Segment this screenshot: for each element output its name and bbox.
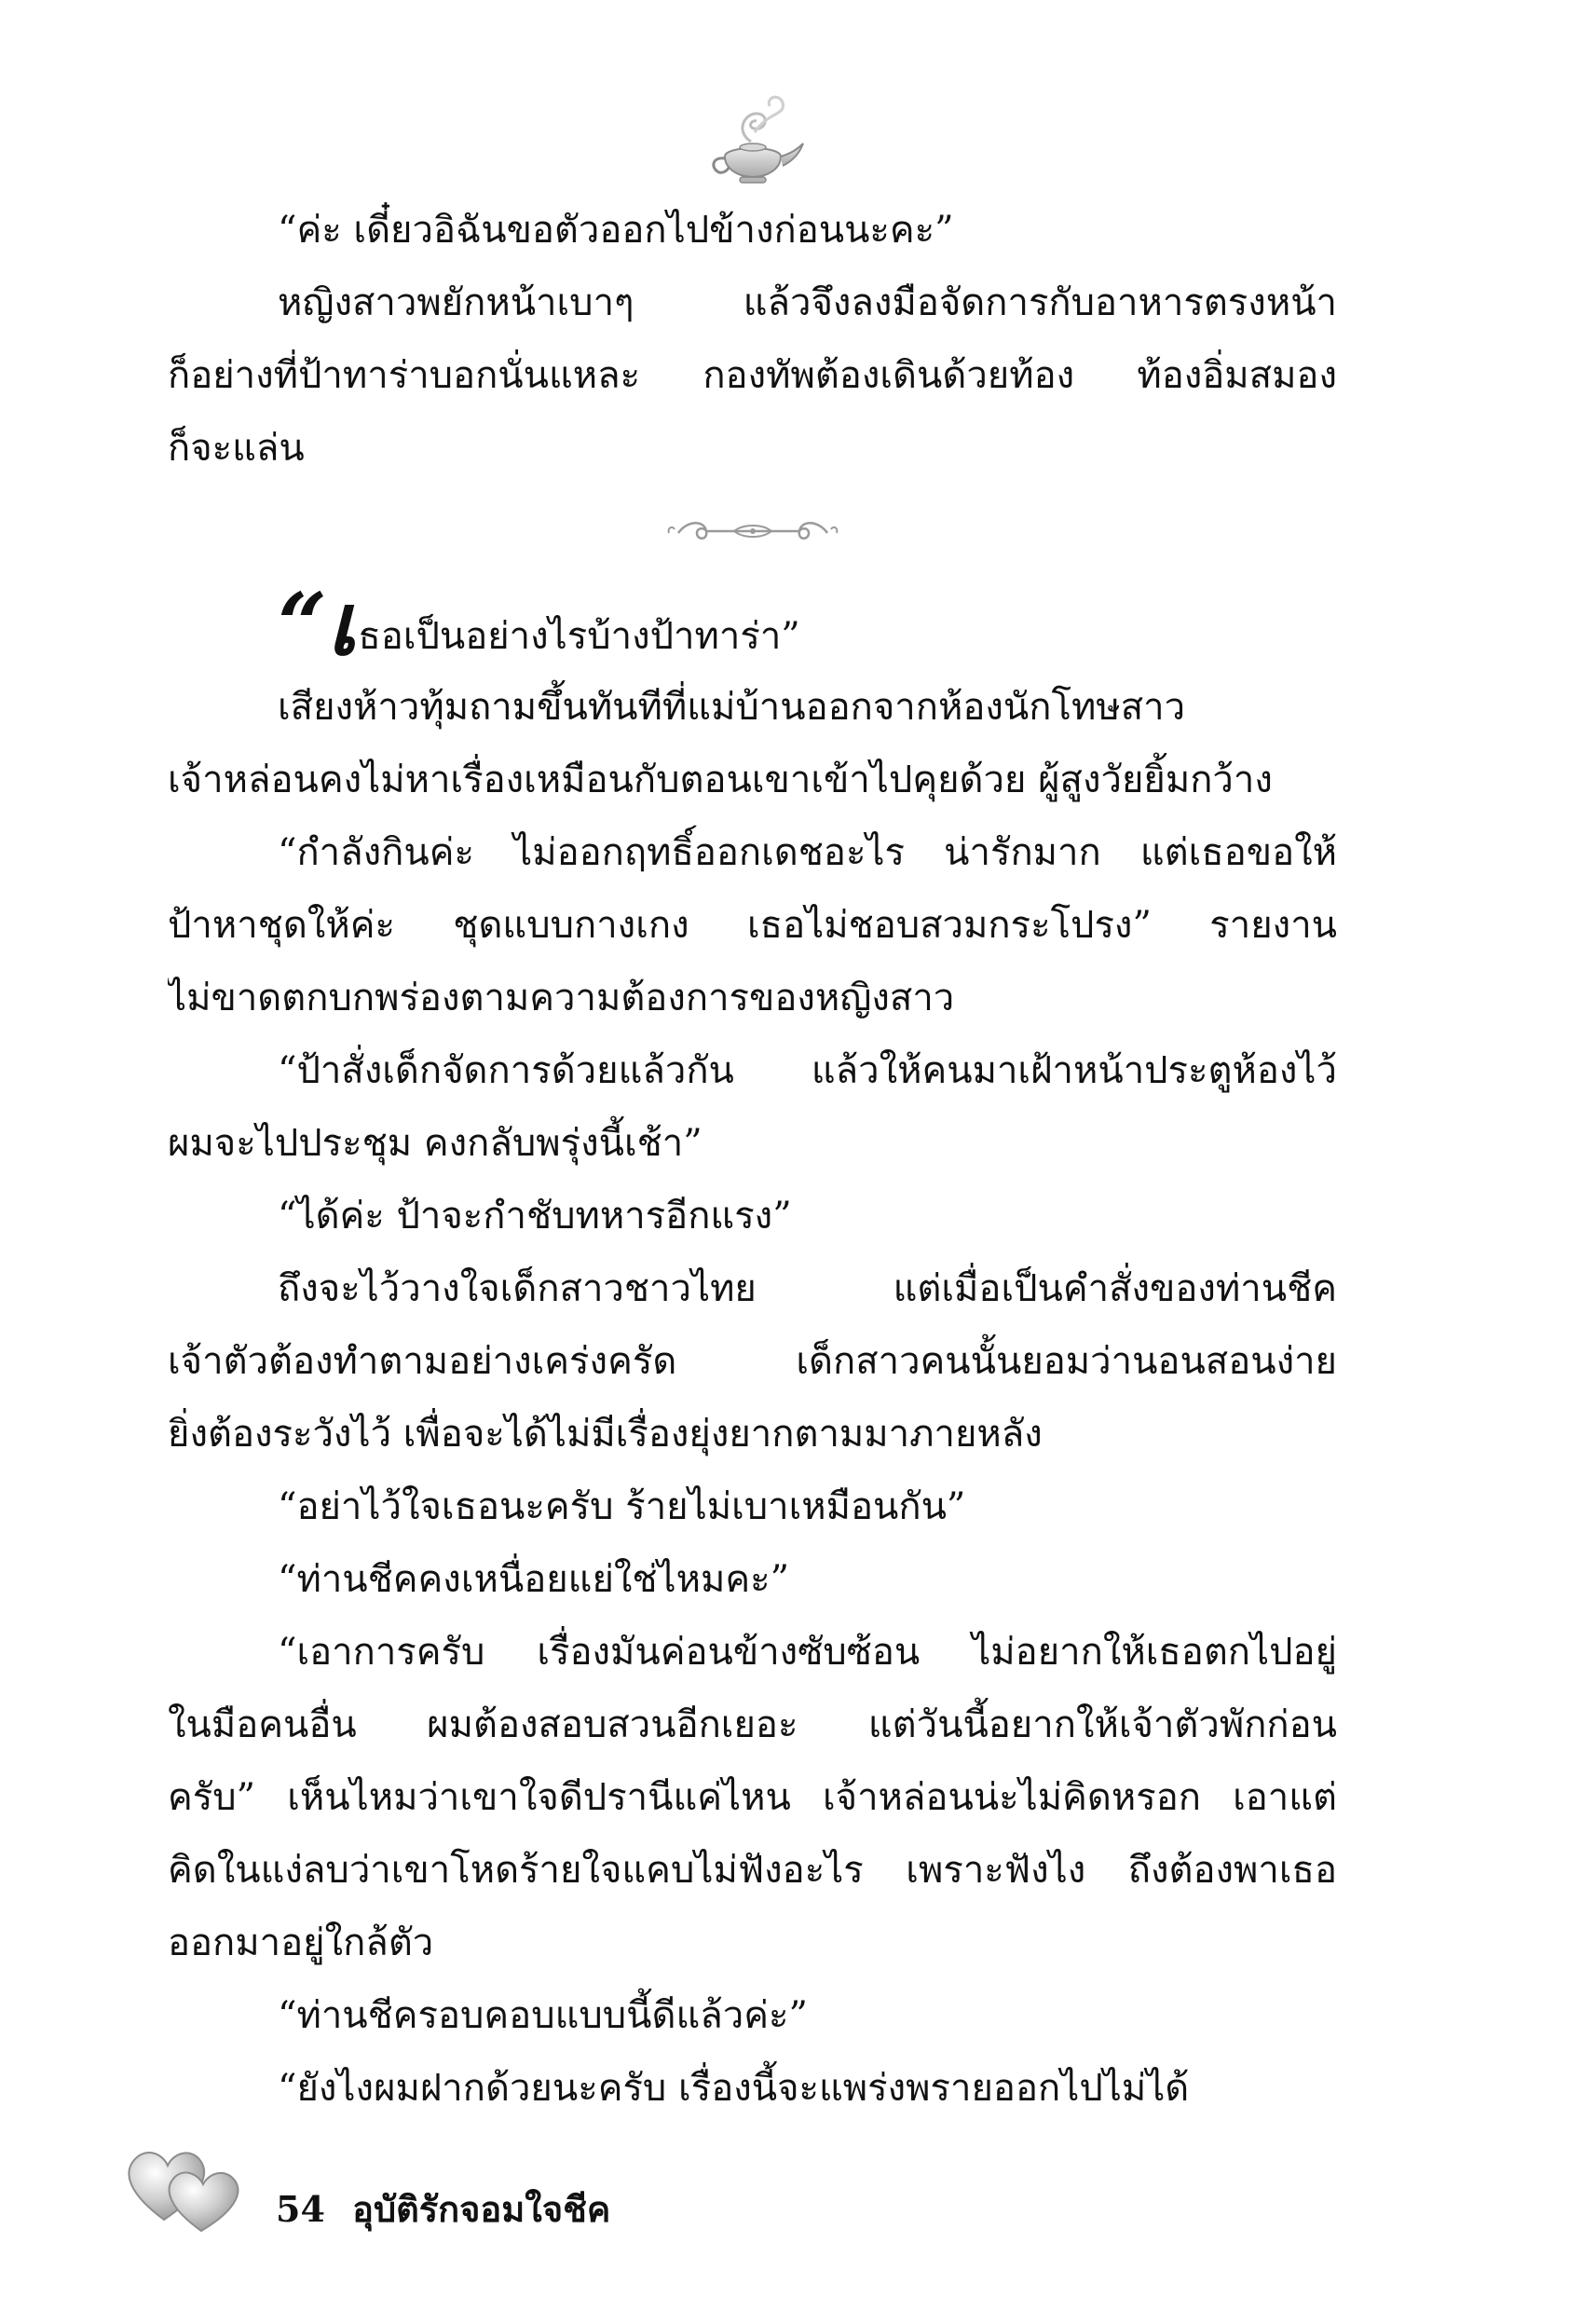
text-line: “ยังไงผมฝากด้วยนะครับ เรื่องนี้จะแพร่งพรายออกไปไม่ได้	[278, 2067, 1190, 2110]
text-line: เจ้าตัวต้องทำตามอย่างเคร่งครัด เด็กสาวคนนั้นยอมว่านอนสอนง่าย	[168, 1340, 1337, 1383]
ornament-divider	[168, 485, 1337, 578]
book-title: อุบัติรักจอมใจชีค	[352, 2188, 611, 2230]
text-line: ก็อย่างที่ป้าทาร่าบอกนั่นแหละ กองทัพต้องเดินด้วยท้อง ท้องอิ่มสมอง	[168, 354, 1337, 397]
text-line: ถึงจะไว้วางใจเด็กสาวชาวไทย แต่เมื่อเป็นคำสั่งของท่านชีค	[278, 1267, 1337, 1310]
page-footer	[276, 2181, 625, 2237]
text-line: “กำลังกินค่ะ ไม่ออกฤทธิ์ออกเดชอะไร น่ารักมาก แต่เธอขอให้	[278, 831, 1337, 874]
dropcap-rest: ธอเป็นอย่างไรบ้างป้าทาร่า”	[358, 615, 800, 658]
text-line: ยิ่งต้องระวังไว้ เพื่อจะได้ไม่มีเรื่องยุ่งยากตามมาภายหลัง	[168, 1413, 1043, 1456]
dropcap-letter: “เ	[278, 574, 357, 675]
text-line: ครับ” เห็นไหมว่าเขาใจดีปรานีแค่ไหน เจ้าหล่อนน่ะไม่คิดหรอก เอาแต่	[168, 1776, 1337, 1819]
hearts-icon	[119, 2126, 259, 2238]
text-line: ป้าหาชุดให้ค่ะ ชุดแบบกางเกง เธอไม่ชอบสวมกระโปรง” รายงาน	[168, 904, 1337, 947]
page-number: 54	[276, 2188, 325, 2230]
text-line: ผมจะไปประชุม คงกลับพรุ่งนี้เช้า”	[168, 1122, 703, 1165]
text-line: “ท่านชีคคงเหนื่อยแย่ใช่ไหมคะ”	[278, 1558, 790, 1601]
text-line: ไม่ขาดตกบกพร่องตามความต้องการของหญิงสาว	[168, 977, 955, 1019]
text-line: ก็จะแล่น	[168, 427, 305, 470]
text-line: “ได้ค่ะ ป้าจะกำชับทหารอีกแรง”	[278, 1195, 792, 1238]
magic-lamp-icon	[697, 84, 809, 196]
text-line: “ค่ะ เดี๋ยวอิฉันขอตัวออกไปข้างก่อนนะคะ”	[278, 209, 954, 252]
text-line: ออกมาอยู่ใกล้ตัว	[168, 1921, 434, 1964]
body-text	[168, 194, 1337, 2125]
text-line: ในมือคนอื่น ผมต้องสอบสวนอีกเยอะ แต่วันนี้อยากให้เจ้าตัวพักก่อน	[168, 1703, 1337, 1746]
text-line: “อย่าไว้ใจเธอนะครับ ร้ายไม่เบาเหมือนกัน”	[278, 1485, 966, 1528]
dropcap-paragraph	[168, 574, 1337, 675]
text-line: คิดในแง่ลบว่าเขาโหดร้ายใจแคบไม่ฟังอะไร เพราะฟังไง ถึงต้องพาเธอ	[168, 1849, 1337, 1892]
text-line: “เอาการครับ เรื่องมันค่อนข้างซับซ้อน ไม่อยากให้เธอตกไปอยู่	[278, 1631, 1337, 1674]
text-line: เสียงห้าวทุ้มถามขึ้นทันทีที่แม่บ้านออกจากห้องนักโทษสาว	[278, 686, 1186, 729]
text-line: หญิงสาวพยักหน้าเบาๆ แล้วจึงลงมือจัดการกับอาหารตรงหน้า	[278, 281, 1337, 324]
text-line: “ป้าสั่งเด็กจัดการด้วยแล้วกัน แล้วให้คนมาเฝ้าหน้าประตูห้องไว้	[278, 1049, 1337, 1092]
text-line: เจ้าหล่อนคงไม่หาเรื่องเหมือนกับตอนเขาเข้าไปคุยด้วย ผู้สูงวัยยิ้มกว้าง	[168, 759, 1273, 801]
text-line: “ท่านชีครอบคอบแบบนี้ดีแล้วค่ะ”	[278, 1994, 808, 2037]
